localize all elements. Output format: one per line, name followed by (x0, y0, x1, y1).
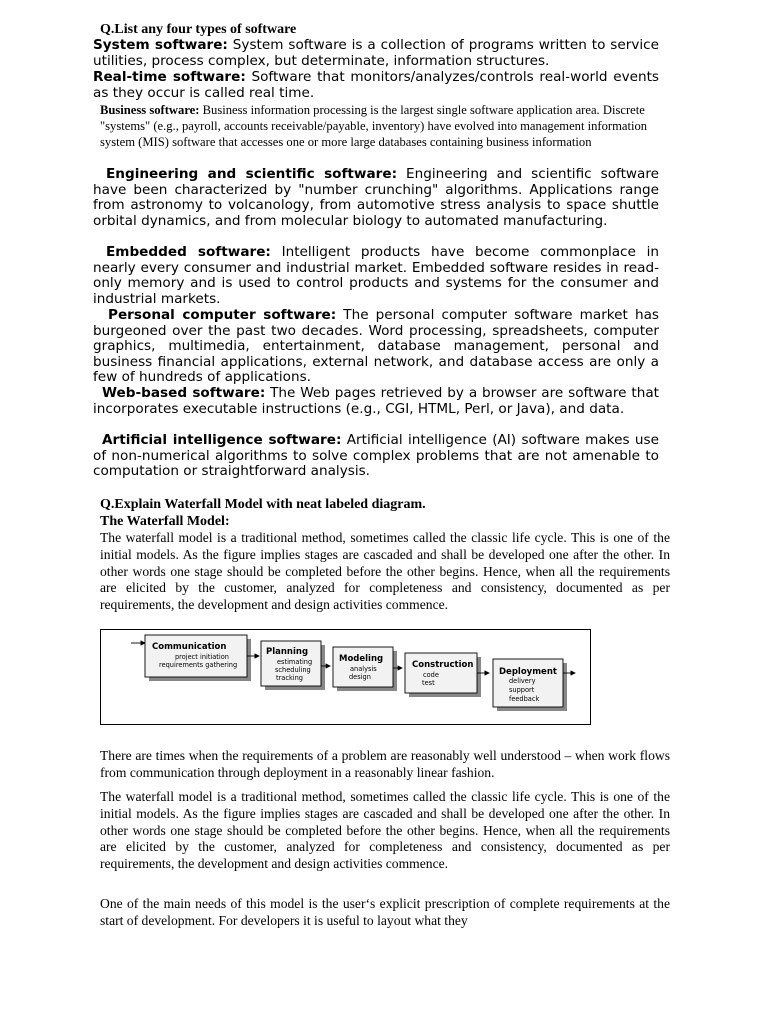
embedded-software-paragraph (93, 245, 659, 307)
stage-planning-title: Planning (266, 647, 309, 657)
stage-deployment-item: support (509, 686, 535, 694)
web-based-software-paragraph (93, 386, 659, 417)
ai-software-text: Artificial intelligence (AI) software makes use of non-numerical algorithms to solve complex problems that are not amenable to computation or straightforward analysis. (93, 432, 659, 480)
personal-computer-software-paragraph (93, 308, 659, 386)
ai-software-heading: Artificial intelligence software: (102, 432, 342, 448)
waterfall-diagram-svg (101, 630, 592, 726)
stage-communication-item: requirements gathering (159, 661, 238, 669)
question-1-title: Q.List any four types of software (100, 22, 297, 37)
web-based-software-text: The Web pages retrieved by a browser are software that incorporates executable instructions (e.g., CGI, HTML, Perl, or Java), and data. (93, 385, 659, 417)
waterfall-paragraph-4: One of the main needs of this model is the user‘s explicit prescription of complete requirements at the start of development. For developers it is useful to layout what they (100, 896, 670, 928)
stage-construction-item: test (422, 679, 435, 687)
engineering-software-heading: Engineering and scientific software: (106, 166, 398, 182)
stage-deployment-item: feedback (509, 695, 540, 703)
stage-planning-item: scheduling (275, 666, 311, 674)
stage-communication-title: Communication (152, 642, 227, 652)
ai-software-paragraph (93, 433, 659, 480)
system-software-paragraph (93, 38, 659, 69)
personal-computer-software-text: The personal computer software market has burgeoned over the past two decades. Word processing, spreadsheets, computer graphics, multimedia, entertainment, database management, personal and business financial applications, external network, and database access are only a few of hundreds of applications. (93, 307, 659, 386)
realtime-software-heading: Real-time software: (93, 69, 246, 85)
stage-modeling (333, 647, 397, 691)
stage-deployment-title: Deployment (499, 667, 557, 677)
stage-planning-item: estimating (277, 658, 313, 666)
waterfall-paragraph-3: The waterfall model is a traditional method, sometimes called the classic life cycle. This is one of the initial models. As the figure implies stages are cascaded and shall be developed one after the other. In other words one stage should be completed before the other begins. Hence, when all the requirements are elicited by the customer, analyzed for completeness and consistency, documented as per requirements, the development and design activities commence. (100, 789, 670, 872)
stage-planning (261, 641, 325, 690)
waterfall-diagram (100, 629, 591, 725)
stage-construction-item: code (423, 671, 439, 679)
embedded-software-heading: Embedded software: (106, 244, 271, 260)
stage-deployment (493, 659, 567, 711)
stage-modeling-title: Modeling (339, 654, 384, 664)
business-software-heading: Business software: (100, 103, 200, 117)
business-software-text: Business information processing is the largest single software application area. Discrete "systems" (e.g., payroll, accounts receivable/payable, inventory) have evolved into management information system (MIS) software that accesses one or more large databases containing business information (100, 103, 648, 150)
engineering-software-paragraph (93, 167, 659, 229)
stage-communication (145, 635, 251, 681)
business-software-paragraph (100, 102, 670, 151)
stage-construction-title: Construction (412, 660, 474, 670)
realtime-software-text: Software that monitors/analyzes/controls real-world events as they occur is called real time. (93, 69, 660, 101)
web-based-software-heading: Web-based software: (102, 385, 266, 401)
stage-deployment-item: delivery (509, 677, 536, 685)
waterfall-subtitle: The Waterfall Model: (100, 514, 230, 529)
system-software-heading: System software: (93, 37, 228, 53)
engineering-software-text: Engineering and scientific software have been characterized by "number crunching" algorithms. Applications range from astronomy to volcanology, from automotive stress analysis to space shuttle orbital dynamics, and from molecular biology to automated manufacturing. (93, 166, 660, 229)
stage-construction (405, 653, 481, 697)
embedded-software-text: Intelligent products have become commonplace in nearly every consumer and industrial market. Embedded software resides in read-only memory and is used to control products and systems for the consumer and industrial markets. (93, 244, 659, 307)
stage-communication-item: project initiation (175, 653, 229, 661)
system-software-text: System software is a collection of programs written to service utilities, process complex, but determinate, information structures. (93, 37, 659, 69)
stage-modeling-item: analysis (350, 665, 377, 673)
stage-planning-item: tracking (276, 674, 303, 682)
question-2-title: Q.Explain Waterfall Model with neat labeled diagram. (100, 497, 426, 512)
personal-computer-software-heading: Personal computer software: (108, 307, 337, 323)
waterfall-paragraph-2: There are times when the requirements of a problem are reasonably well understood – when work flows from communication through deployment in a reasonably linear fashion. (100, 748, 670, 780)
stage-modeling-item: design (349, 673, 371, 681)
waterfall-paragraph-1: The waterfall model is a traditional method, sometimes called the classic life cycle. This is one of the initial models. As the figure implies stages are cascaded and shall be developed one after the other. In other words one stage should be completed before the other begins. Hence, when all the requirements are elicited by the customer, analyzed for completeness and consistency, documented as per requirements, the development and design activities commence. (100, 530, 670, 613)
realtime-software-paragraph (93, 70, 659, 101)
